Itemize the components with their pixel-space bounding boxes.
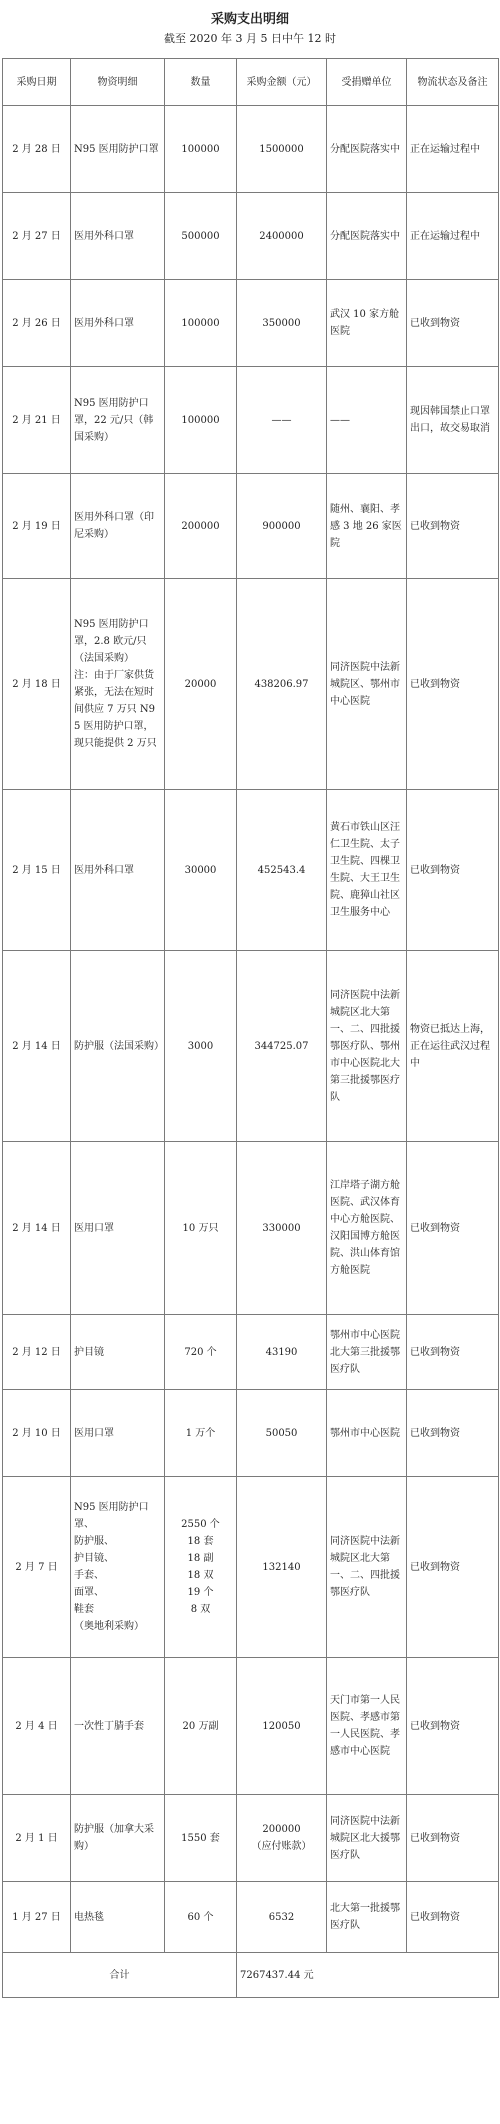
total-label: 合计	[3, 1953, 237, 1998]
cell-status: 物资已抵达上海，正在运往武汉过程中	[407, 951, 499, 1142]
document-title: 采购支出明细	[210, 12, 289, 27]
cell-status: 已收到物资	[407, 1477, 499, 1658]
cell-item: 防护服（法国采购）	[71, 951, 165, 1142]
cell-status: 已收到物资	[407, 474, 499, 579]
table-header-row	[3, 59, 499, 106]
cell-date: 2 月 15 日	[3, 790, 71, 951]
cell-item: N95 医用防护口罩，22 元/只（韩国采购）	[71, 367, 165, 474]
cell-date: 2 月 1 日	[3, 1795, 71, 1882]
cell-date: 2 月 14 日	[3, 951, 71, 1142]
cell-amount: 452543.4	[237, 790, 327, 951]
cell-date: 1 月 27 日	[3, 1882, 71, 1953]
cell-amount: 200000 （应付账款）	[237, 1795, 327, 1882]
cell-recipient: 鄂州市中心医院北大第三批援鄂医疗队	[327, 1315, 407, 1390]
cell-item: 医用外科口罩（印尼采购）	[71, 474, 165, 579]
cell-date: 2 月 27 日	[3, 193, 71, 280]
cell-date: 2 月 7 日	[3, 1477, 71, 1658]
cell-status: 现因韩国禁止口罩出口，故交易取消	[407, 367, 499, 474]
cell-recipient: 鄂州市中心医院	[327, 1390, 407, 1477]
cell-recipient: 同济医院中法新城院区、鄂州市中心医院	[327, 579, 407, 790]
procurement-table	[2, 58, 499, 1998]
cell-quantity: 30000	[165, 790, 237, 951]
cell-amount: 350000	[237, 280, 327, 367]
cell-recipient: 同济医院中法新城院区北大第一、二、四批援鄂医疗队	[327, 1477, 407, 1658]
cell-status: 已收到物资	[407, 579, 499, 790]
table-row	[3, 280, 499, 367]
cell-amount: 344725.07	[237, 951, 327, 1142]
cell-status: 已收到物资	[407, 1795, 499, 1882]
cell-amount: 438206.97	[237, 579, 327, 790]
cell-item: 医用口罩	[71, 1390, 165, 1477]
cell-quantity: 100000	[165, 367, 237, 474]
cell-amount: 6532	[237, 1882, 327, 1953]
cell-quantity: 20 万副	[165, 1658, 237, 1795]
cell-status: 正在运输过程中	[407, 193, 499, 280]
cell-quantity: 100000	[165, 280, 237, 367]
cell-recipient: 黄石市铁山区汪仁卫生院、太子卫生院、四棵卫生院、大王卫生院、鹿獐山社区卫生服务中心	[327, 790, 407, 951]
cell-item: 护目镜	[71, 1315, 165, 1390]
cell-date: 2 月 14 日	[3, 1142, 71, 1315]
cell-amount: ——	[237, 367, 327, 474]
cell-quantity: 1 万个	[165, 1390, 237, 1477]
header-item: 物资明细	[71, 59, 165, 106]
cell-amount: 120050	[237, 1658, 327, 1795]
cell-recipient: 同济医院中法新城院区北大援鄂医疗队	[327, 1795, 407, 1882]
cell-date: 2 月 21 日	[3, 367, 71, 474]
cell-item: N95 医用防护口罩、 防护服、 护目镜、 手套、 面罩、 鞋套 （奥地利采购）	[71, 1477, 165, 1658]
table-row	[3, 193, 499, 280]
cell-item: N95 医用防护口罩，2.8 欧元/只（法国采购） 注：由于厂家供货紧张，无法在短时间供应 7 万只 N95 医用防护口罩，现只能提供 2 万只	[71, 579, 165, 790]
cell-status: 正在运输过程中	[407, 106, 499, 193]
table-row	[3, 1315, 499, 1390]
cell-recipient: 天门市第一人民医院、孝感市第一人民医院、孝感市中心医院	[327, 1658, 407, 1795]
table-row	[3, 1390, 499, 1477]
cell-quantity: 720 个	[165, 1315, 237, 1390]
total-amount: 7267437.44 元	[237, 1953, 499, 1998]
table-row	[3, 1658, 499, 1795]
header-recipient: 受捐赠单位	[327, 59, 407, 106]
table-row	[3, 1795, 499, 1882]
table-row	[3, 106, 499, 193]
cell-item: 一次性丁腈手套	[71, 1658, 165, 1795]
cell-item: 防护服（加拿大采购）	[71, 1795, 165, 1882]
table-row	[3, 1142, 499, 1315]
table-row	[3, 1477, 499, 1658]
cell-recipient: 武汉 10 家方舱医院	[327, 280, 407, 367]
cell-recipient: 同济医院中法新城院区北大第一、二、四批援鄂医疗队、鄂州市中心医院北大第三批援鄂医疗队	[327, 951, 407, 1142]
cell-quantity: 60 个	[165, 1882, 237, 1953]
table-row	[3, 579, 499, 790]
cell-amount: 43190	[237, 1315, 327, 1390]
cell-status: 已收到物资	[407, 1882, 499, 1953]
cell-item: 医用外科口罩	[71, 790, 165, 951]
cell-status: 已收到物资	[407, 1658, 499, 1795]
header-quantity: 数量	[165, 59, 237, 106]
total-row	[3, 1953, 499, 1998]
cell-item: 电热毯	[71, 1882, 165, 1953]
cell-date: 2 月 18 日	[3, 579, 71, 790]
header-status: 物流状态及备注	[407, 59, 499, 106]
document-subtitle: 截至 2020 年 3 月 5 日中午 12 时	[164, 32, 336, 45]
cell-status: 已收到物资	[407, 280, 499, 367]
cell-status: 已收到物资	[407, 790, 499, 951]
table-row	[3, 474, 499, 579]
cell-date: 2 月 19 日	[3, 474, 71, 579]
cell-date: 2 月 12 日	[3, 1315, 71, 1390]
table-row	[3, 1882, 499, 1953]
cell-quantity: 3000	[165, 951, 237, 1142]
cell-status: 已收到物资	[407, 1390, 499, 1477]
cell-item: 医用外科口罩	[71, 280, 165, 367]
cell-date: 2 月 4 日	[3, 1658, 71, 1795]
cell-recipient: 分配医院落实中	[327, 193, 407, 280]
cell-date: 2 月 28 日	[3, 106, 71, 193]
cell-amount: 330000	[237, 1142, 327, 1315]
cell-amount: 50050	[237, 1390, 327, 1477]
cell-quantity: 20000	[165, 579, 237, 790]
table-row	[3, 367, 499, 474]
cell-status: 已收到物资	[407, 1315, 499, 1390]
table-row	[3, 790, 499, 951]
cell-date: 2 月 10 日	[3, 1390, 71, 1477]
cell-status: 已收到物资	[407, 1142, 499, 1315]
cell-date: 2 月 26 日	[3, 280, 71, 367]
cell-quantity: 10 万只	[165, 1142, 237, 1315]
cell-recipient: 随州、襄阳、孝感 3 地 26 家医院	[327, 474, 407, 579]
cell-amount: 2400000	[237, 193, 327, 280]
cell-item: N95 医用防护口罩	[71, 106, 165, 193]
table-row	[3, 951, 499, 1142]
header-amount: 采购金额（元）	[237, 59, 327, 106]
header-date: 采购日期	[3, 59, 71, 106]
cell-amount: 1500000	[237, 106, 327, 193]
cell-quantity: 500000	[165, 193, 237, 280]
cell-recipient: 江岸塔子湖方舱医院、武汉体育中心方舱医院、汉阳国博方舱医院、洪山体育馆方舱医院	[327, 1142, 407, 1315]
cell-recipient: 北大第一批援鄂医疗队	[327, 1882, 407, 1953]
cell-quantity: 2550 个 18 套 18 副 18 双 19 个 8 双	[165, 1477, 237, 1658]
cell-recipient: 分配医院落实中	[327, 106, 407, 193]
cell-amount: 132140	[237, 1477, 327, 1658]
cell-quantity: 100000	[165, 106, 237, 193]
cell-quantity: 200000	[165, 474, 237, 579]
cell-quantity: 1550 套	[165, 1795, 237, 1882]
cell-item: 医用外科口罩	[71, 193, 165, 280]
cell-amount: 900000	[237, 474, 327, 579]
cell-item: 医用口罩	[71, 1142, 165, 1315]
cell-recipient: ——	[327, 367, 407, 474]
